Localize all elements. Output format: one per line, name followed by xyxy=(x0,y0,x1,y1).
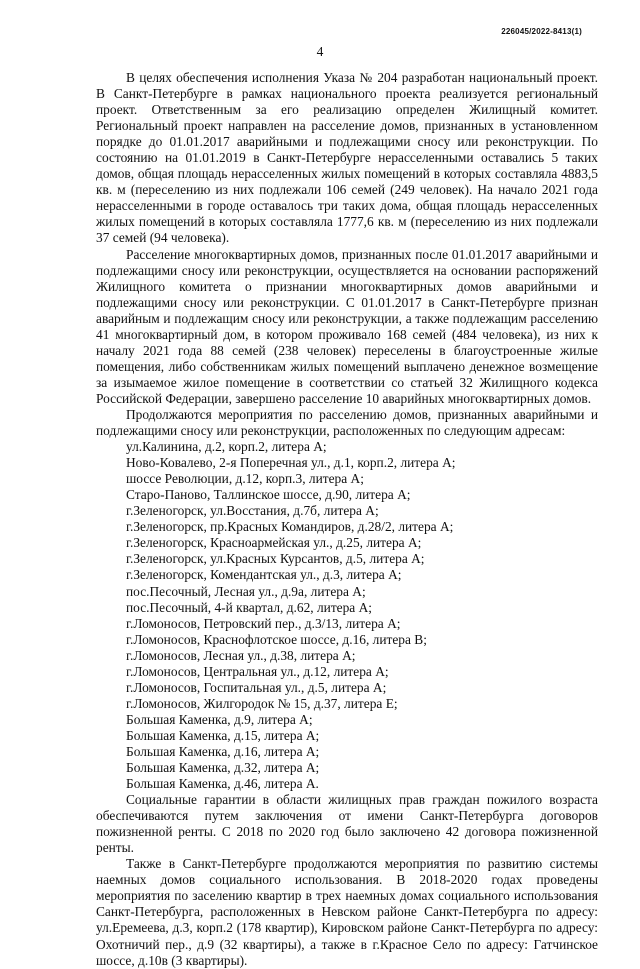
address-item: г.Зеленогорск, Красноармейская ул., д.25, литера А; xyxy=(126,535,422,551)
paragraph-addresses-intro: Продолжаются мероприятия по расселению домов, признанных аварийными и подлежащими сносу или реконструкции, расположенных по следующим адресам: xyxy=(96,406,598,439)
address-item: Большая Каменка, д.15, литера А; xyxy=(126,727,320,743)
address-item: г.Зеленогорск, пр.Красных Командиров, д.28/2, литера А; xyxy=(126,519,454,535)
address-item: г.Ломоносов, Краснофлотское шоссе, д.16, литера В; xyxy=(126,631,427,647)
address-item: г.Зеленогорск, ул.Красных Курсантов, д.5, литера А; xyxy=(126,551,425,567)
address-item: г.Ломоносов, Госпитальная ул., д.5, литера А; xyxy=(126,679,387,695)
address-item: пос.Песочный, Лесная ул., д.9а, литера А; xyxy=(126,583,366,599)
address-item: Большая Каменка, д.9, литера А; xyxy=(126,711,313,727)
address-list xyxy=(96,439,598,792)
address-item: Ново-Ковалево, 2-я Поперечная ул., д.1, корп.2, литера А; xyxy=(126,455,456,471)
address-item: пос.Песочный, 4-й квартал, д.62, литера А; xyxy=(126,599,372,615)
document-id: 226045/2022-8413(1) xyxy=(501,27,582,36)
paragraph-national-project: В целях обеспечения исполнения Указа № 204 разработан национальный проект. В Санкт-Петербурге в рамках национального проекта реализуется региональный проект. Ответственным за его реализацию определен Жилищный комитет. Региональный проект направлен на расселение домов, признанных в установленном порядке до 01.01.2017 аварийными и подлежащими сносу или реконструкции. По состоянию на 01.01.2019 в Санкт-Петербурге нерасселенными оставались 5 таких домов, общая площадь нерасселенных жилых помещений в которых составляла 4883,5 кв. м (переселению из них подлежали 106 семей (249 человек). На начало 2021 года нерасселенными в городе оставалось три таких дома, общая площадь нерасселенных жилых помещений в которых составляла 1777,6 кв. м (переселению из них подлежали 37 семей (94 человека). xyxy=(96,70,598,246)
page-number: 4 xyxy=(316,44,324,59)
document-body xyxy=(96,70,598,969)
address-item: г.Зеленогорск, ул.Восстания, д.7б, литера А; xyxy=(126,503,379,519)
address-item: г.Зеленогорск, Комендантская ул., д.3, литера А; xyxy=(126,567,402,583)
address-item: ул.Калинина, д.2, корп.2, литера А; xyxy=(126,439,327,455)
address-item: Большая Каменка, д.46, литера А. xyxy=(126,776,319,792)
address-item: г.Ломоносов, Лесная ул., д.38, литера А; xyxy=(126,647,356,663)
paragraph-social-housing: Также в Санкт-Петербурге продолжаются мероприятия по развитию системы наемных домов социального использования. В 2018-2020 годах проведены мероприятия по заселению квартир в трех наемных домах социального использования Санкт-Петербурга, расположенных в Невском районе Санкт-Петербурга по адресу: ул.Еремеева, д.3, корп.2 (178 квартир), Кировском районе Санкт-Петербурга по адресу: Охотничий пер., д.9 (32 квартиры), а также в г.Красное Село по адресу: Гатчинское шоссе, д.10в (3 квартиры). xyxy=(96,856,598,968)
address-item: шоссе Революции, д.12, корп.3, литера А; xyxy=(126,471,364,487)
paragraph-life-annuity: Социальные гарантии в области жилищных прав граждан пожилого возраста обеспечиваются путем заключения от имени Санкт-Петербурга договоров пожизненной ренты. С 2018 по 2020 год было заключено 42 договора пожизненной ренты. xyxy=(96,792,598,856)
address-item: г.Ломоносов, Центральная ул., д.12, литера А; xyxy=(126,663,389,679)
address-item: Большая Каменка, д.16, литера А; xyxy=(126,743,320,759)
address-item: Большая Каменка, д.32, литера А; xyxy=(126,760,320,776)
address-item: г.Ломоносов, Петровский пер., д.3/13, литера А; xyxy=(126,615,401,631)
address-item: Старо-Паново, Таллинское шоссе, д.90, литера А; xyxy=(126,487,411,503)
address-item: г.Ломоносов, Жилгородок № 15, д.37, литера Е; xyxy=(126,695,398,711)
paragraph-resettlement: Расселение многоквартирных домов, признанных после 01.01.2017 аварийными и подлежащими сносу или реконструкции, осуществляется на основании распоряжений Жилищного комитета о признании многоквартирных домов аварийными и подлежащими сносу или реконструкции. С 01.01.2017 в Санкт-Петербурге признан аварийным и подлежащим сносу или реконструкции, а также подлежащим расселению 41 многоквартирный дом, в котором проживало 168 семей (484 человека), из них к началу 2021 года 88 семей (238 человек) переселены в благоустроенные жилые помещения, либо собственникам жилых помещений выплачено денежное возмещение за изымаемое жилое помещение в соответствии со статьей 32 Жилищного кодекса Российской Федерации, завершено расселение 10 аварийных многоквартирных домов. xyxy=(96,246,598,406)
